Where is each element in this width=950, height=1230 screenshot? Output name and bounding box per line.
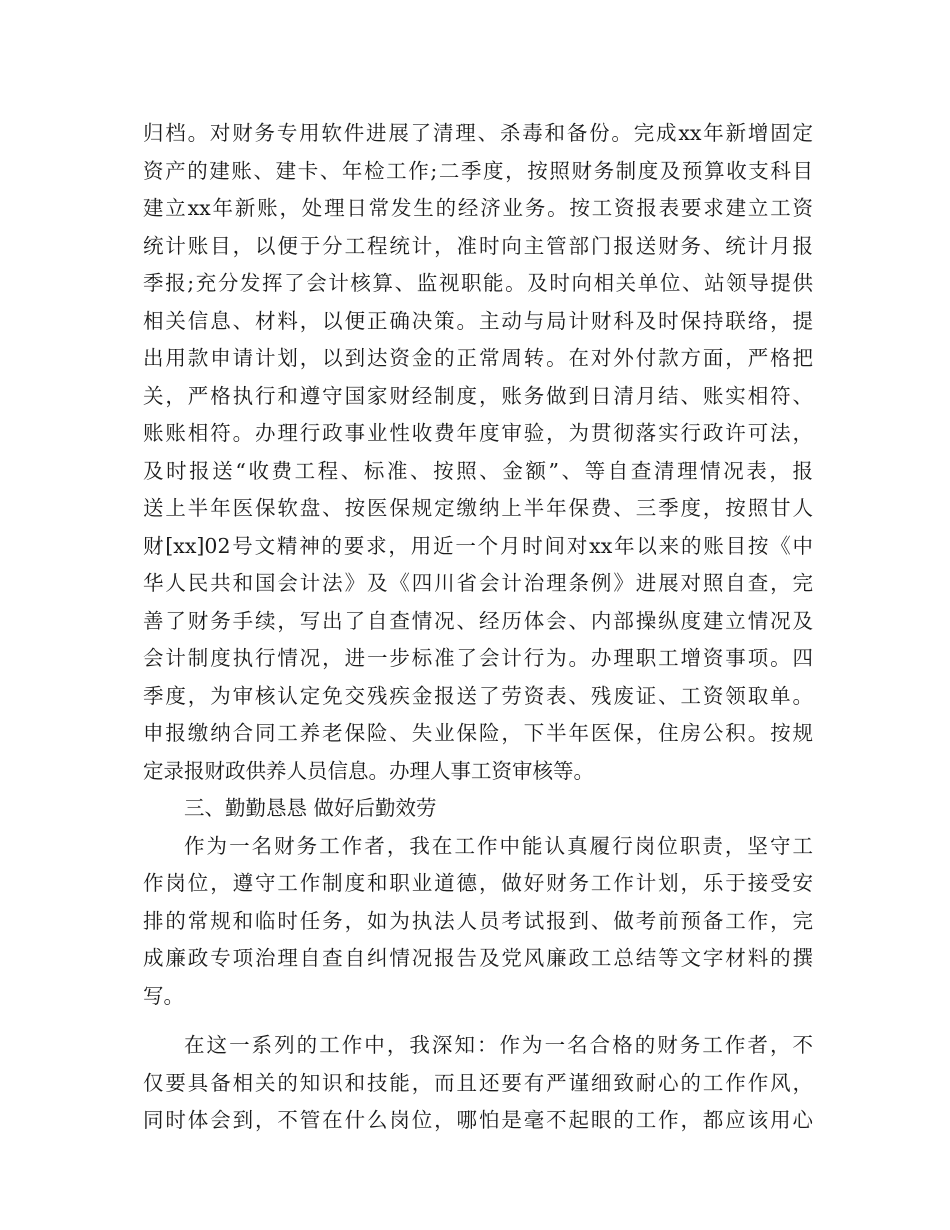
text-line: 账账相符。办理行政事业性收费年度审验，为贯彻落实行政许可法， (143, 421, 813, 445)
text-line: 成廉政专项治理自查自纠情况报告及党风廉政工总结等文字材料的撰 (143, 946, 813, 970)
text-line: 关，严格执行和遵守国家财经制度，账务做到日清月结、账实相符、 (143, 383, 813, 408)
paragraph-gap (143, 1015, 813, 1027)
document-page (143, 115, 813, 1140)
text-line: 作岗位，遵守工作制度和职业道德，做好财务工作计划，乐于接受安 (143, 871, 813, 895)
text-line: 相关信息、材料，以便正确决策。主动与局计财科及时保持联络，提 (143, 308, 813, 333)
text-line: 资产的建账、建卡、年检工作;二季度，按照财务制度及预算收支科目 (143, 158, 813, 183)
text-line: 归档。对财务专用软件进展了清理、杀毒和备份。完成xx年新增固定 (143, 121, 813, 145)
text-line: 排的常规和临时任务，如为执法人员考试报到、做考前预备工作，完 (143, 908, 813, 933)
text-line: 统计账目，以便于分工程统计，准时向主管部门报送财务、统计月报 (143, 233, 813, 258)
paragraph-2 (143, 828, 813, 1016)
text-line: 写。 (143, 983, 184, 1008)
text-line: 华人民共和国会计法》及《四川省会计治理条例》进展对照自查，完 (143, 571, 813, 595)
text-line: 在这一系列的工作中，我深知：作为一名合格的财务工作者，不 (184, 1033, 813, 1057)
text-line: 善了财务手续，写出了自查情况、经历体会、内部操纵度建立情况及 (143, 608, 813, 633)
text-line: 申报缴纳合同工养老保险、失业保险，下半年医保，住房公积。按规 (143, 721, 813, 745)
paragraph-3 (143, 1027, 813, 1140)
text-line: 季报;充分发挥了会计核算、监视职能。及时向相关单位、站领导提供 (143, 271, 813, 295)
section-heading (143, 790, 813, 828)
text-line: 定录报财政供养人员信息。办理人事工资审核等。 (143, 758, 594, 783)
text-line: 同时体会到，不管在什么岗位，哪怕是毫不起眼的工作，都应该用心 (143, 1108, 813, 1132)
text-line: 作为一名财务工作者，我在工作中能认真履行岗位职责，坚守工 (184, 833, 813, 858)
text-line: 送上半年医保软盘、按医保规定缴纳上半年保费、三季度，按照甘人 (143, 496, 813, 520)
text-line: 出用款申请计划，以到达资金的正常周转。在对外付款方面，严格把 (143, 346, 813, 370)
text-line: 财[xx]02号文精神的要求，用近一个月时间对xx年以来的账目按《中 (143, 533, 813, 558)
text-line: 季度，为审核认定免交残疾金报送了劳资表、残废证、工资领取单。 (143, 683, 813, 708)
heading-text: 三、勤勤恳恳 做好后勤效劳 (184, 796, 437, 820)
text-line: 会计制度执行情况，进一步标准了会计行为。办理职工增资事项。四 (143, 646, 813, 670)
paragraph-1 (143, 115, 813, 790)
text-line: 建立xx年新账，处理日常发生的经济业务。按工资报表要求建立工资 (143, 196, 813, 220)
text-line: 仅要具备相关的知识和技能，而且还要有严谨细致耐心的工作作风， (143, 1070, 813, 1095)
text-line: 及时报送“收费工程、标准、按照、金额”、等自查清理情况表，报 (143, 458, 813, 483)
